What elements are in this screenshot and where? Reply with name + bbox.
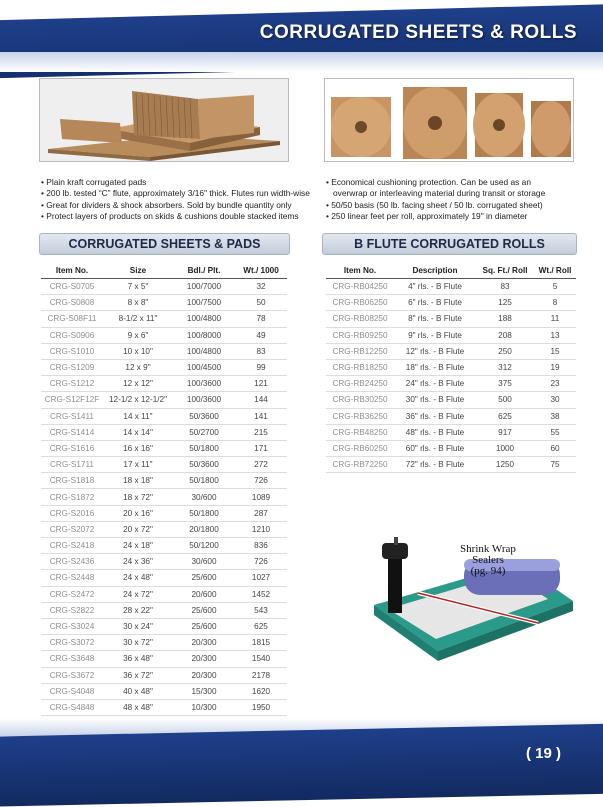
table-cell: 36" rls. - B Flute — [394, 408, 476, 424]
table-cell: 60" rls. - B Flute — [394, 440, 476, 456]
item-number-cell: CRG-S0906 — [41, 327, 103, 343]
table-cell: 50/3600 — [173, 408, 235, 424]
table-cell: 12-1/2 x 12-1/2" — [103, 392, 173, 408]
item-number-cell: CRG-RB06250 — [326, 295, 394, 311]
table-cell: 20/600 — [173, 586, 235, 602]
item-number-cell: CRG-S2448 — [41, 570, 103, 586]
table-header-row — [326, 263, 576, 279]
table-row — [41, 457, 287, 473]
table-cell: 272 — [235, 457, 287, 473]
table-cell: 50/2700 — [173, 424, 235, 440]
table-cell: 24 x 48" — [103, 570, 173, 586]
table-row — [41, 505, 287, 521]
page-number: ( 19 ) — [525, 745, 561, 762]
table-cell: 50/1800 — [173, 440, 235, 456]
sheets-features — [41, 177, 311, 223]
table-row — [41, 683, 287, 699]
item-number-cell: CRG-S1616 — [41, 440, 103, 456]
feature-line: • 50/50 basis (50 lb. facing sheet / 50 lb. corrugated sheet) — [326, 199, 543, 210]
table-cell: 17 x 11" — [103, 457, 173, 473]
table-cell: 11 — [534, 311, 576, 327]
item-number-cell: CRG-S1818 — [41, 473, 103, 489]
table-cell: 100/7500 — [173, 295, 235, 311]
item-number-cell: CRG-S1212 — [41, 376, 103, 392]
column-header: Wt./ Roll — [534, 263, 576, 279]
table-row — [41, 489, 287, 505]
table-cell: 12" rls. - B Flute — [394, 343, 476, 359]
table-cell: 100/4800 — [173, 343, 235, 359]
feature-line: • Protect layers of products on skids & cushions double stacked items — [41, 211, 299, 222]
table-row — [41, 667, 287, 683]
table-cell: 99 — [235, 359, 287, 375]
table-cell: 50/1200 — [173, 538, 235, 554]
feature-line: • Plain kraft corrugated pads — [41, 177, 147, 187]
item-number-cell: CRG-S3672 — [41, 667, 103, 683]
table-cell: 25/600 — [173, 618, 235, 634]
table-cell: 20/300 — [173, 651, 235, 667]
table-cell: 50 — [235, 295, 287, 311]
table-cell: 8" rls. - B Flute — [394, 311, 476, 327]
item-number-cell: CRG-RB30250 — [326, 392, 394, 408]
table-row — [41, 376, 287, 392]
table-cell: 32 — [235, 279, 287, 295]
table-cell: 1089 — [235, 489, 287, 505]
table-cell: 2178 — [235, 667, 287, 683]
table-cell: 144 — [235, 392, 287, 408]
table-cell: 72" rls. - B Flute — [394, 457, 476, 473]
table-row — [326, 392, 576, 408]
table-cell: 25/600 — [173, 602, 235, 618]
table-cell: 36 x 48" — [103, 651, 173, 667]
table-row — [326, 424, 576, 440]
table-cell: 250 — [476, 343, 534, 359]
rolls-features — [326, 177, 586, 223]
footer-swoosh — [0, 723, 603, 807]
table-cell: 312 — [476, 359, 534, 375]
item-number-cell: CRG-S08F11 — [41, 311, 103, 327]
item-number-cell: CRG-S4048 — [41, 683, 103, 699]
table-cell: 726 — [235, 554, 287, 570]
column-header: Sq. Ft./ Roll — [476, 263, 534, 279]
table-cell: 100/3600 — [173, 392, 235, 408]
table-cell: 1950 — [235, 699, 287, 715]
column-header: Item No. — [41, 263, 103, 279]
table-cell: 20 x 16" — [103, 505, 173, 521]
table-row — [41, 359, 287, 375]
table-cell: 8-1/2 x 11" — [103, 311, 173, 327]
table-cell: 49 — [235, 327, 287, 343]
table-cell: 50/1800 — [173, 505, 235, 521]
item-number-cell: CRG-RB48250 — [326, 424, 394, 440]
table-cell: 4" rls. - B Flute — [394, 279, 476, 295]
column-header: Size — [103, 263, 173, 279]
table-cell: 141 — [235, 408, 287, 424]
item-number-cell: CRG-RB12250 — [326, 343, 394, 359]
column-header: Bdl./ Plt. — [173, 263, 235, 279]
table-row — [41, 408, 287, 424]
rolls-table — [326, 263, 576, 473]
item-number-cell: CRG-S2436 — [41, 554, 103, 570]
table-row — [41, 570, 287, 586]
table-cell: 1210 — [235, 521, 287, 537]
table-row — [326, 279, 576, 295]
table-cell: 20/300 — [173, 635, 235, 651]
table-row — [41, 651, 287, 667]
table-cell: 917 — [476, 424, 534, 440]
sealer-caption — [448, 544, 528, 577]
corrugated-sheets-photo — [39, 78, 289, 162]
item-number-cell: CRG-RB72250 — [326, 457, 394, 473]
item-number-cell: CRG-S1414 — [41, 424, 103, 440]
table-cell: 15 — [534, 343, 576, 359]
table-cell: 40 x 48" — [103, 683, 173, 699]
table-cell: 625 — [235, 618, 287, 634]
table-cell: 14 x 11" — [103, 408, 173, 424]
item-number-cell: CRG-S1010 — [41, 343, 103, 359]
column-header: Description — [394, 263, 476, 279]
table-row — [41, 554, 287, 570]
table-row — [326, 295, 576, 311]
table-cell: 75 — [534, 457, 576, 473]
item-number-cell: CRG-S0808 — [41, 295, 103, 311]
table-cell: 78 — [235, 311, 287, 327]
item-number-cell: CRG-S1411 — [41, 408, 103, 424]
table-row — [41, 279, 287, 295]
table-row — [326, 327, 576, 343]
item-number-cell: CRG-S3072 — [41, 635, 103, 651]
table-cell: 28 x 22" — [103, 602, 173, 618]
item-number-cell: CRG-RB08250 — [326, 311, 394, 327]
table-cell: 1027 — [235, 570, 287, 586]
table-cell: 836 — [235, 538, 287, 554]
table-cell: 500 — [476, 392, 534, 408]
table-cell: 726 — [235, 473, 287, 489]
table-row — [326, 376, 576, 392]
table-row — [41, 424, 287, 440]
table-cell: 100/3600 — [173, 376, 235, 392]
item-number-cell: CRG-RB60250 — [326, 440, 394, 456]
table-row — [41, 635, 287, 651]
table-cell: 36 x 72" — [103, 667, 173, 683]
table-row — [326, 359, 576, 375]
table-cell: 375 — [476, 376, 534, 392]
table-row — [326, 311, 576, 327]
table-cell: 8 — [534, 295, 576, 311]
table-cell: 83 — [476, 279, 534, 295]
table-cell: 16 x 16" — [103, 440, 173, 456]
table-row — [326, 440, 576, 456]
table-cell: 8 x 8" — [103, 295, 173, 311]
item-number-cell: CRG-RB24250 — [326, 376, 394, 392]
column-header: Item No. — [326, 263, 394, 279]
item-number-cell: CRG-RB09250 — [326, 327, 394, 343]
corrugated-rolls-photo — [324, 78, 574, 162]
table-cell: 100/4800 — [173, 311, 235, 327]
table-cell: 5 — [534, 279, 576, 295]
item-number-cell: CRG-S3024 — [41, 618, 103, 634]
table-cell: 30 — [534, 392, 576, 408]
table-cell: 12 x 9" — [103, 359, 173, 375]
table-cell: 12 x 12" — [103, 376, 173, 392]
table-row — [326, 408, 576, 424]
item-number-cell: CRG-S1711 — [41, 457, 103, 473]
table-cell: 83 — [235, 343, 287, 359]
table-row — [41, 586, 287, 602]
table-row — [41, 602, 287, 618]
table-row — [41, 699, 287, 715]
table-cell: 50/3600 — [173, 457, 235, 473]
table-cell: 24" rls. - B Flute — [394, 376, 476, 392]
table-cell: 7 x 5" — [103, 279, 173, 295]
table-cell: 20 x 72" — [103, 521, 173, 537]
table-cell: 18 x 18" — [103, 473, 173, 489]
table-row — [41, 392, 287, 408]
table-cell: 13 — [534, 327, 576, 343]
table-cell: 100/8000 — [173, 327, 235, 343]
table-cell: 48 x 48" — [103, 699, 173, 715]
table-row — [41, 295, 287, 311]
table-cell: 10 x 10" — [103, 343, 173, 359]
item-number-cell: CRG-S0705 — [41, 279, 103, 295]
table-cell: 60 — [534, 440, 576, 456]
table-cell: 15/300 — [173, 683, 235, 699]
sheets-section-heading: CORRUGATED SHEETS & PADS — [39, 233, 290, 255]
sealer-caption-line: Sealers — [472, 554, 504, 566]
table-cell: 24 x 18" — [103, 538, 173, 554]
page-title: CORRUGATED SHEETS & ROLLS — [259, 22, 577, 43]
table-row — [41, 327, 287, 343]
table-cell: 287 — [235, 505, 287, 521]
sealer-caption-line: Shrink Wrap — [460, 543, 516, 555]
table-cell: 30 x 24" — [103, 618, 173, 634]
column-header: Wt./ 1000 — [235, 263, 287, 279]
table-row — [41, 440, 287, 456]
table-cell: 20/300 — [173, 667, 235, 683]
table-cell: 6" rls. - B Flute — [394, 295, 476, 311]
table-cell: 14 x 14" — [103, 424, 173, 440]
item-number-cell: CRG-S1872 — [41, 489, 103, 505]
table-cell: 1620 — [235, 683, 287, 699]
table-cell: 24 x 36" — [103, 554, 173, 570]
item-number-cell: CRG-RB18250 — [326, 359, 394, 375]
rolls-section-heading: B FLUTE CORRUGATED ROLLS — [322, 233, 577, 255]
table-cell: 20/1800 — [173, 521, 235, 537]
table-cell: 55 — [534, 424, 576, 440]
table-cell: 19 — [534, 359, 576, 375]
table-cell: 24 x 72" — [103, 586, 173, 602]
table-cell: 188 — [476, 311, 534, 327]
table-cell: 208 — [476, 327, 534, 343]
table-cell: 18 x 72" — [103, 489, 173, 505]
table-cell: 543 — [235, 602, 287, 618]
sealer-caption-line: (pg. 94) — [470, 565, 506, 577]
table-cell: 30" rls. - B Flute — [394, 392, 476, 408]
feature-line: • Great for dividers & shock absorbers. Sold by bundle quantity only — [41, 199, 292, 210]
table-cell: 171 — [235, 440, 287, 456]
table-cell: 9 x 6" — [103, 327, 173, 343]
table-cell: 30 x 72" — [103, 635, 173, 651]
item-number-cell: CRG-RB04250 — [326, 279, 394, 295]
table-cell: 625 — [476, 408, 534, 424]
table-cell: 25/600 — [173, 570, 235, 586]
table-cell: 121 — [235, 376, 287, 392]
table-cell: 30/600 — [173, 489, 235, 505]
table-cell: 215 — [235, 424, 287, 440]
table-cell: 1000 — [476, 440, 534, 456]
feature-line: • 250 linear feet per roll, approximately 19" in diameter — [326, 211, 528, 222]
sheets-table — [41, 263, 287, 748]
header-highlight — [0, 52, 603, 72]
table-cell: 30/600 — [173, 554, 235, 570]
item-number-cell: CRG-S12F12F — [41, 392, 103, 408]
table-row — [41, 311, 287, 327]
table-cell: 125 — [476, 295, 534, 311]
table-row — [326, 343, 576, 359]
table-cell: 38 — [534, 408, 576, 424]
item-number-cell: CRG-S2016 — [41, 505, 103, 521]
item-number-cell: CRG-S2472 — [41, 586, 103, 602]
item-number-cell: CRG-S3648 — [41, 651, 103, 667]
table-row — [41, 618, 287, 634]
table-row — [41, 521, 287, 537]
feature-line: overwrap or interleaving material during transit or storage — [326, 188, 546, 199]
item-number-cell: CRG-S2418 — [41, 538, 103, 554]
table-cell: 1452 — [235, 586, 287, 602]
table-cell: 23 — [534, 376, 576, 392]
item-number-cell: CRG-S1209 — [41, 359, 103, 375]
table-row — [41, 473, 287, 489]
table-cell: 1815 — [235, 635, 287, 651]
table-cell: 1250 — [476, 457, 534, 473]
table-cell: 48" rls. - B Flute — [394, 424, 476, 440]
table-cell: 9" rls. - B Flute — [394, 327, 476, 343]
feature-line: • 200 lb. tested “C” flute, approximately 3/16" thick. Flutes run width-wise — [41, 188, 310, 199]
table-cell: 100/7000 — [173, 279, 235, 295]
table-cell: 18" rls. - B Flute — [394, 359, 476, 375]
item-number-cell: CRG-RB36250 — [326, 408, 394, 424]
item-number-cell: CRG-S4848 — [41, 699, 103, 715]
table-row — [41, 538, 287, 554]
feature-line: • Economical cushioning protection. Can be used as an — [326, 177, 531, 187]
table-cell: 50/1800 — [173, 473, 235, 489]
item-number-cell: CRG-S2822 — [41, 602, 103, 618]
table-cell: 10/300 — [173, 699, 235, 715]
table-row — [41, 343, 287, 359]
table-cell: 100/4500 — [173, 359, 235, 375]
table-cell: 1540 — [235, 651, 287, 667]
table-row — [326, 457, 576, 473]
item-number-cell: CRG-S2072 — [41, 521, 103, 537]
table-header-row — [41, 263, 287, 279]
